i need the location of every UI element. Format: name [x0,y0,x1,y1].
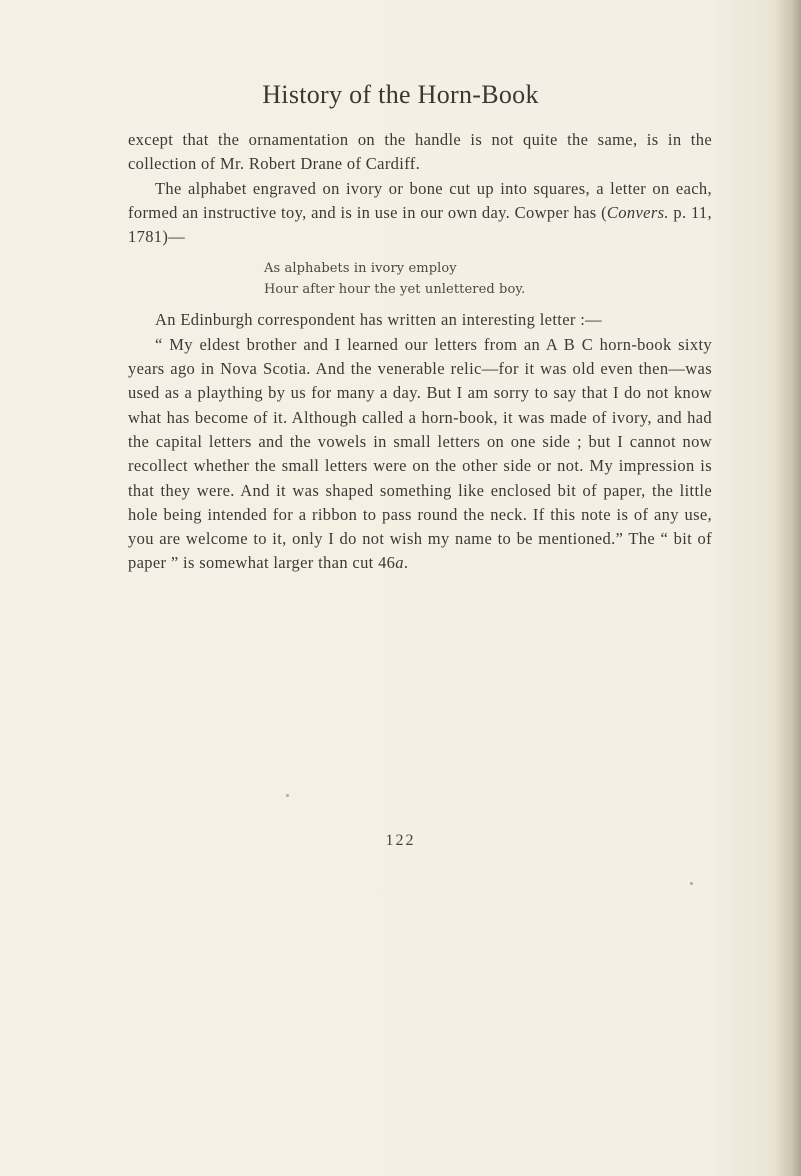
paragraph-correspondent: An Edinburgh correspondent has written an interesting letter :— [155,310,602,330]
cut-reference-suffix: a [395,553,404,573]
running-head: History of the Horn-Book [262,80,539,109]
verse-line: As alphabets in ivory employ [264,261,457,277]
paragraph-alphabet [128,177,712,250]
citation-reference: p. 11, 1781)— [128,202,713,247]
page-number: 122 [385,832,416,849]
page-edge-shadow [775,0,801,1176]
letter-end: . [403,553,409,573]
body-text [128,128,712,576]
citation-title: Convers. [606,202,669,222]
letter-text: “ My eldest brother and I learned our letters from an A B C horn-book sixty years ago in Nova Scotia. And the venerable relic—for it was old even then—was used as a plaything by us for many a day. But I am sorry to say that I do not know what has become of it. Although called a horn-book, it was made of ivory, and had the capital letters and the vowels in small letters on one side ; but I cannot now recollect whether the small letters were on the other side or not. My impression is that they were. And it was shaped something like enclosed bit of paper, the little hole being intended for a ribbon to pass round the neck. If this note is of any use, you are welcome to it, only I do not wish my name to be mentioned.” The “ bit of paper ” is somewhat larger than cut 46 [128,334,712,573]
paragraph-letter [128,333,712,576]
paragraph-continuation: except that the ornamentation on the handle is not quite the same, is in the collection of Mr. Robert Drane of Cardiff. [128,130,712,174]
paragraph-alphabet-text: The alphabet engraved on ivory or bone cut up into squares, a letter on each, formed an instructive toy, and is in use in our own day. Cowper has ( [128,178,712,222]
verse-quotation [264,259,712,300]
paper-speck [690,882,693,885]
paper-speck [286,794,289,797]
verse-line: Hour after hour the yet unlettered boy. [264,281,526,297]
